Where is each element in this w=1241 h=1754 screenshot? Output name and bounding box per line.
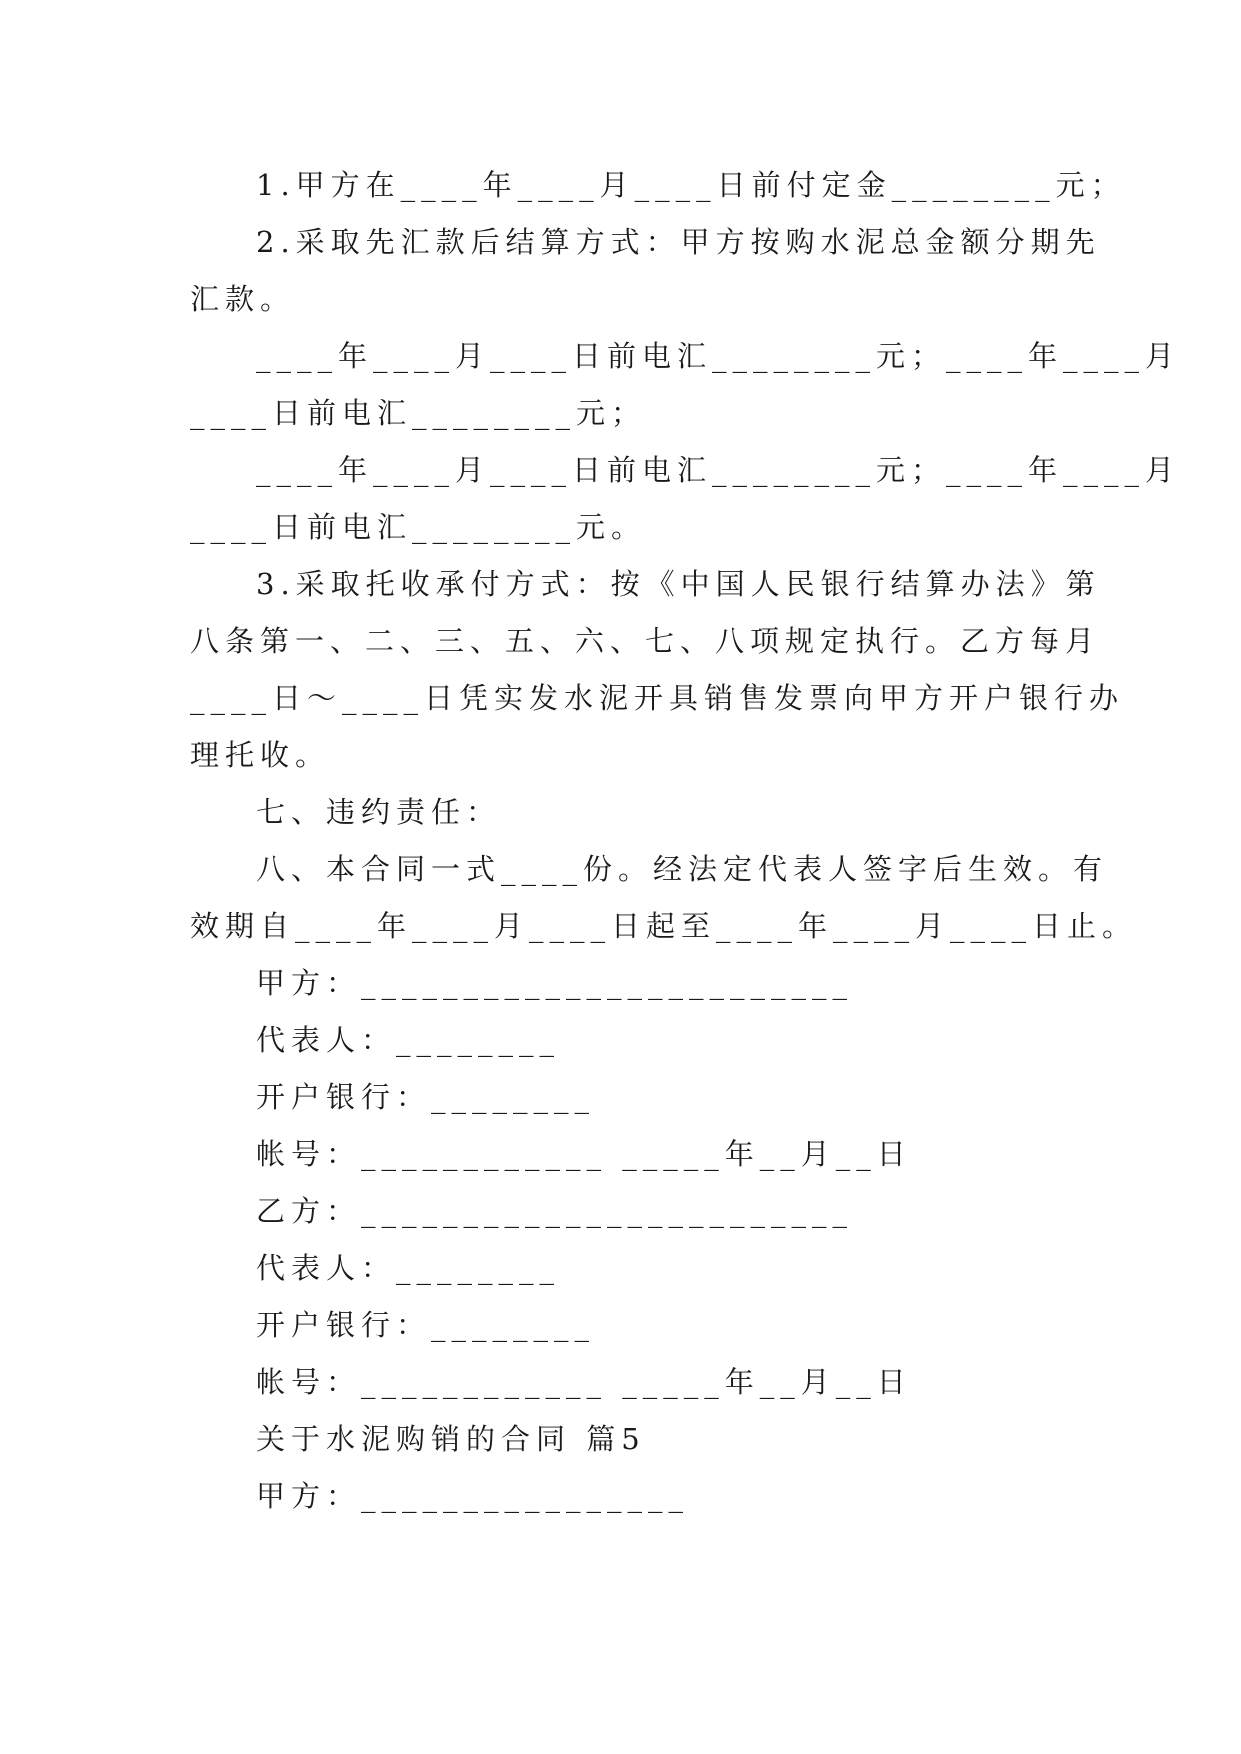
remit-schedule-2-cont: ____日前电汇________元。 bbox=[190, 510, 647, 544]
remit-schedule-2: ____年____月____日前电汇________元；____年____月 bbox=[256, 453, 1181, 487]
next-party-a-field: 甲方：________________ bbox=[256, 1479, 690, 1513]
clause-remit-intro-cont: 汇款。 bbox=[190, 282, 296, 316]
party-b-representative-field: 代表人：________ bbox=[256, 1251, 561, 1285]
clause-remit-intro: 2.采取先汇款后结算方式：甲方按购水泥总金额分期先 bbox=[256, 225, 1101, 259]
party-b-field: 乙方：________________________ bbox=[256, 1194, 854, 1228]
next-contract-title: 关于水泥购销的合同 篇5 bbox=[256, 1422, 646, 1456]
clause-deposit: 1.甲方在____年____月____日前付定金________元； bbox=[256, 168, 1126, 202]
party-b-bank-field: 开户银行：________ bbox=[256, 1308, 596, 1342]
party-a-bank-field: 开户银行：________ bbox=[256, 1080, 596, 1114]
clause-collection-cont-3: 理托收。 bbox=[190, 738, 331, 772]
section-breach-heading: 七、违约责任： bbox=[256, 795, 502, 829]
party-b-account-field: 帐号：____________ _____年__月__日 bbox=[256, 1365, 912, 1399]
party-a-field: 甲方：________________________ bbox=[256, 966, 854, 1000]
party-a-representative-field: 代表人：________ bbox=[256, 1023, 561, 1057]
clause-collection: 3.采取托收承付方式：按《中国人民银行结算办法》第 bbox=[256, 567, 1101, 601]
section-copies-cont: 效期自____年____月____日起至____年____月____日止。 bbox=[190, 909, 1138, 943]
remit-schedule-1: ____年____月____日前电汇________元；____年____月 bbox=[256, 339, 1181, 373]
section-copies: 八、本合同一式____份。经法定代表人签字后生效。有 bbox=[256, 852, 1109, 886]
party-a-account-field: 帐号：____________ _____年__月__日 bbox=[256, 1137, 912, 1171]
clause-collection-cont-1: 八条第一、二、三、五、六、七、八项规定执行。乙方每月 bbox=[190, 624, 1101, 658]
remit-schedule-1-cont: ____日前电汇________元； bbox=[190, 396, 647, 430]
clause-collection-cont-2: ____日～____日凭实发水泥开具销售发票向甲方开户银行办 bbox=[190, 681, 1125, 715]
